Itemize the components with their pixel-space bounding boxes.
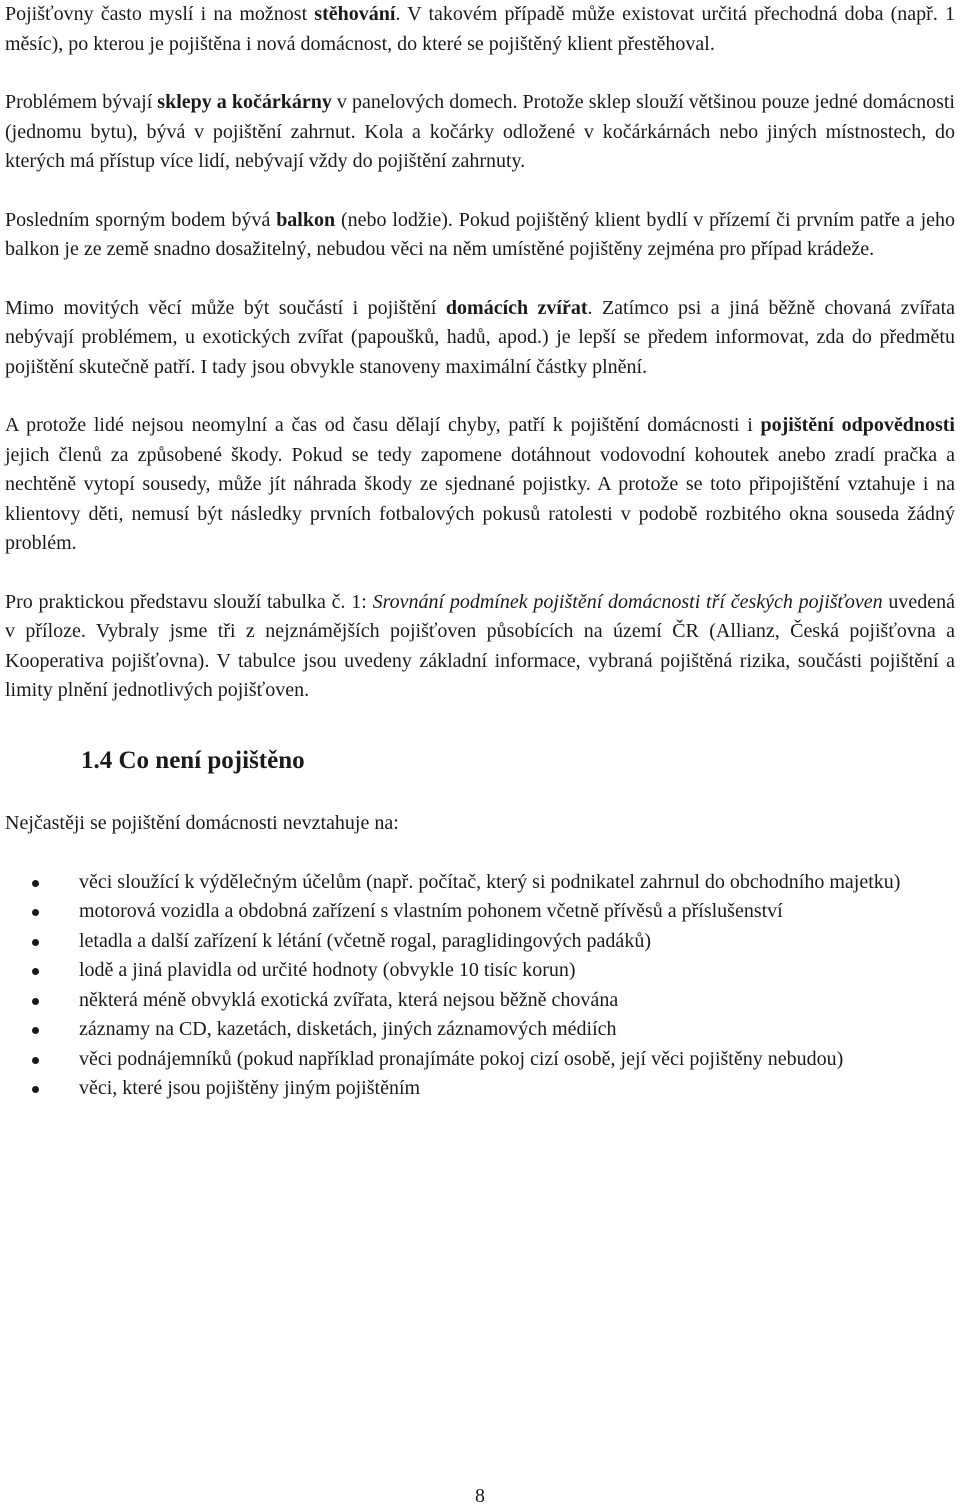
bullet-icon [32,1027,39,1034]
bullet-icon [32,1086,39,1093]
bullet-icon [32,998,39,1005]
bold-term: domácích zvířat [445,296,588,319]
list-item [5,1045,955,1075]
list-item [5,897,955,927]
text: Pro praktickou představu slouží tabulka č. 1: [5,590,373,613]
list-item-text: věci podnájemníků (pokud například pronajímáte pokoj cizí osobě, její věci pojištěny nebudou) [79,1047,844,1070]
paragraph-table-reference [5,588,955,706]
bold-term: pojištění odpovědnosti [760,414,955,436]
list-item-text: věci sloužící k výdělečným účelům (např. počítač, který si podnikatel zahrnul do obchodního majetku) [79,870,901,893]
bold-term: balkon [276,208,336,231]
paragraph-moving [5,0,955,59]
paragraph-pets [5,294,955,383]
list-item [5,986,955,1016]
bullet-icon [32,909,39,916]
paragraph-balcony [5,206,955,265]
bold-term: sklepy a kočárkárny [157,91,332,113]
text: v panelových domech. Protože sklep slouží většinou pouze jedné domácnosti (jednomu bytu), bývá v pojištění zahrnut. Kola a kočárky odložené v kočárkárnách nebo jiných místnostech, do kterých má přístup více lidí, nebývají vždy do pojištění zahrnuty. [5,91,955,172]
bold-term: stěhování [314,3,396,25]
italic-table-title: Srovnání podmínek pojištění domácnosti tří českých pojišťoven [372,590,883,613]
list-item-text: lodě a jiná plavidla od určité hodnoty (obvykle 10 tisíc korun) [79,959,576,981]
list-item-text: věci, které jsou pojištěny jiným pojištěním [79,1077,421,1099]
text: uvedená v příloze. Vybraly jsme tři z nejznámějších pojišťoven působících na území ČR (Allianz, Česká pojišťovna a Kooperativa pojišťovna). V tabulce jsou uvedeny základní informace, vybraná pojištěná rizika, součásti pojištění a limity plnění jednotlivých pojišťoven. [5,590,956,701]
list-item [5,956,955,986]
paragraph-liability [5,411,955,559]
text: A protože lidé nejsou neomylní a čas od času dělají chyby, patří k pojištění domácnosti i [5,414,761,436]
text: Posledním sporným bodem bývá [5,208,277,231]
bullet-icon [32,968,39,975]
list-item-text: některá méně obvyklá exotická zvířata, která nejsou běžně chována [79,988,619,1011]
exclusions-list [5,868,955,1104]
section-heading: 1.4 Co není pojištěno [81,746,305,774]
list-item [5,1074,955,1104]
bullet-icon [32,939,39,946]
list-item [5,868,955,898]
document-page [5,0,955,1104]
text: . V takovém případě může existovat určitá přechodná doba (např. 1 měsíc), po kterou je pojištěna i nová domácnost, do které se pojištěný klient přestěhoval. [5,3,956,55]
text: (nebo lodžie). Pokud pojištěný klient bydlí v přízemí či prvním patře a jeho balkon je ze země snadno dosažitelný, nebudou věci na něm umístěné pojištěny zejména pro případ krádeže. [5,208,955,260]
list-item-text: motorová vozidla a obdobná zařízení s vlastním pohonem včetně přívěsů a příslušenství [79,900,783,922]
list-item [5,1015,955,1045]
text: Mimo movitých věcí může být součástí i pojištění [5,296,446,319]
bullet-icon [32,880,39,887]
list-item [5,927,955,957]
section-intro: Nejčastěji se pojištění domácnosti nevztahuje na: [5,811,399,834]
list-item-text: letadla a další zařízení k létání (včetně rogal, paraglidingových padáků) [79,929,651,952]
text: . Zatímco psi a jiná běžně chovaná zvířata nebývají problémem, u exotických zvířat (papoušků, hadů, apod.) je lepší se předem informovat, zda do předmětu pojištění skutečně patří. I tady jsou obvykle stanoveny maximální částky plnění. [5,296,956,378]
page-number: 8 [475,1485,485,1507]
text: Problémem bývají [5,91,158,113]
bullet-icon [32,1057,39,1064]
text: jejich členů za způsobené škody. Pokud se tedy zapomene dotáhnout vodovodní kohoutek anebo zradí pračka a nechtěně vytopí sousedy, může jít náhrada škody ze sjednané pojistky. A protože se toto připojištění vztahuje i na klientovy děti, nemusí být následky prvních fotbalových pokusů ratolesti v podobě rozbitého okna souseda žádný problém. [5,443,955,554]
paragraph-cellars [5,88,955,177]
list-item-text: záznamy na CD, kazetách, disketách, jiných záznamových médiích [79,1018,617,1040]
text: Pojišťovny často myslí i na možnost [5,3,315,25]
